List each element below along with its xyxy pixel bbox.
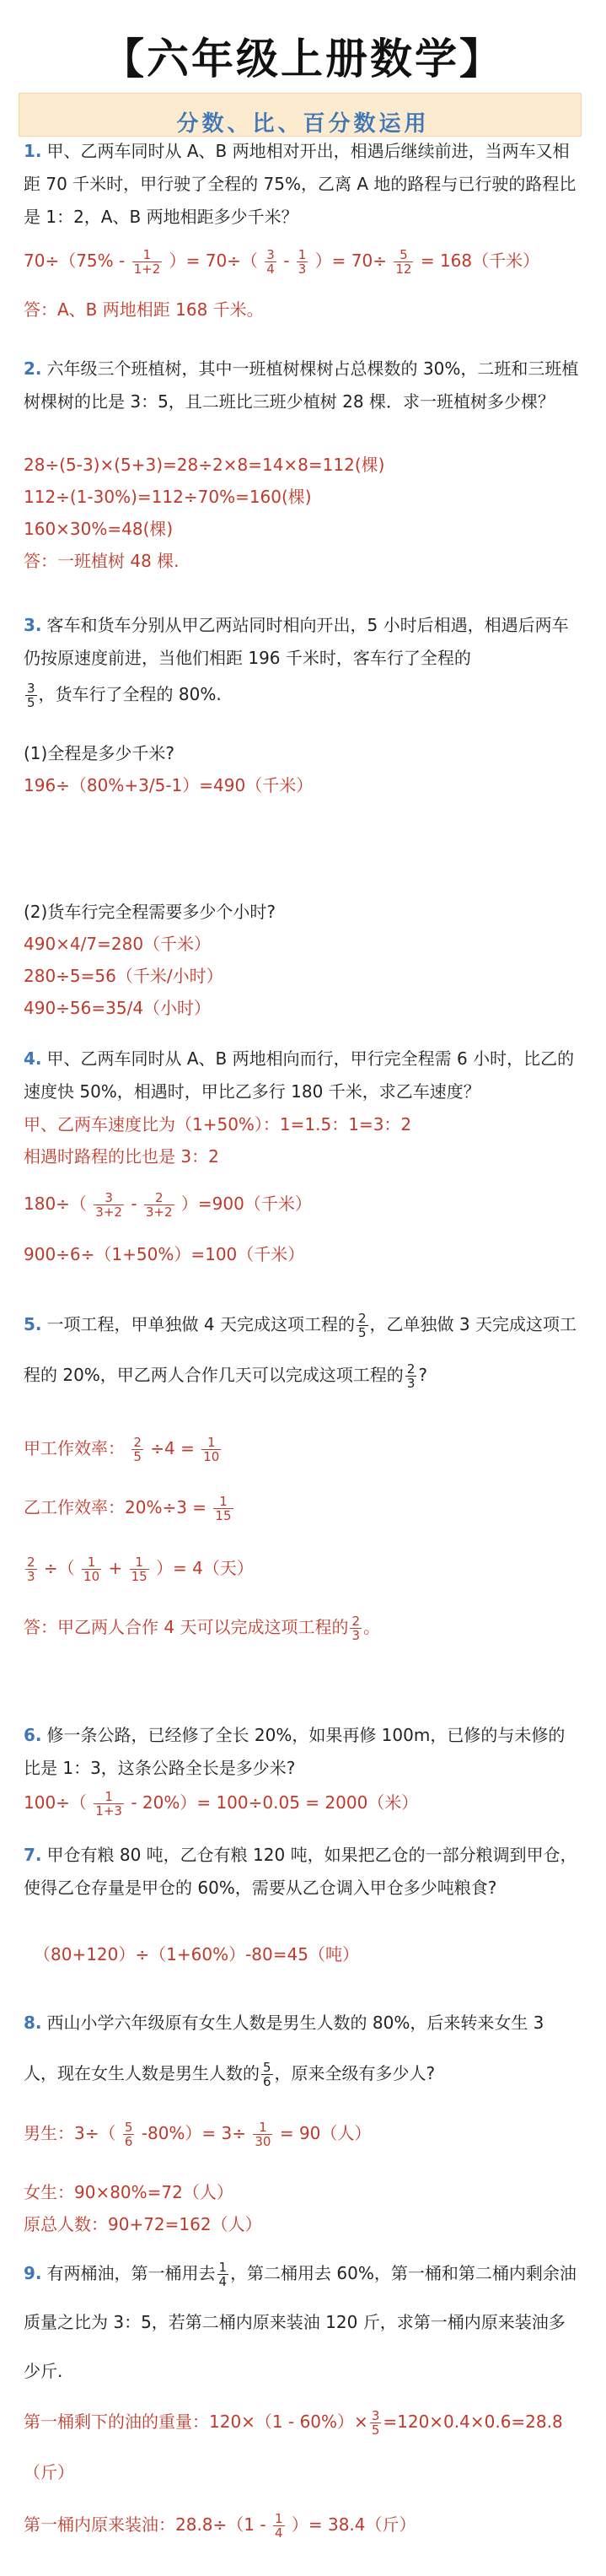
- solution-line: 490÷56=35/4（小时）: [24, 998, 212, 1018]
- question-number: 5.: [24, 1314, 42, 1334]
- question-text: 西山小学六年级原有女生人数是男生人数的 80%，后来转来女生 3 人，现在女生人数是男生人数的: [24, 2013, 544, 2083]
- answer-line: 答：A、B 两地相距 168 千米。: [24, 299, 264, 320]
- question-8: [24, 1997, 580, 2099]
- answer-line: 答：一班植树 48 棵.: [24, 551, 180, 571]
- calc-text: =120×0.4×0.6=28.8: [383, 2412, 563, 2432]
- calc-text: 第一桶剩下的油的重量：120×（1 - 60%）×: [24, 2412, 368, 2432]
- calc-text: -80%）= 3÷: [141, 2123, 247, 2143]
- solution-line: 900÷6÷（1+50%）=100（千米）: [24, 1244, 305, 1264]
- question-text: 客车和货车分别从甲乙两站同时相向开出，5 小时后相遇，相遇后两车仍按原速度前进，当他们相距 196 千米时，客车行了全程的: [24, 615, 569, 668]
- question-9: [24, 2249, 580, 2395]
- solution-line: 28÷(5-3)×(5+3)=28÷2×8=14×8=112(棵): [24, 455, 385, 475]
- question-text: ，货车行了全程的 80%.: [38, 684, 222, 704]
- solution-line: [24, 245, 588, 277]
- solution-line: 女生：90×80%=72（人）: [24, 2182, 233, 2202]
- question-2: [24, 353, 580, 418]
- calc-text: 。: [363, 1617, 380, 1637]
- solution-line: （80+120）÷（1+60%）-80=45（吨）: [34, 1944, 359, 1964]
- fraction: $\frac{1}{15}$: [215, 1494, 232, 1523]
- solution-line: [24, 1786, 588, 1819]
- question-number: 4.: [24, 1048, 42, 1069]
- question-text: 甲、乙两车同时从 A、B 两地相对开出，相遇后继续前进，当两车又相距 70 千米时，甲行驶了全程的 75%，乙离 A 地的路程与已行驶的路程比是 1：2，A、B 两地相距多少千米？: [24, 141, 577, 227]
- fraction: $\frac{3}{3+2}$: [95, 1190, 122, 1220]
- calc-text: ）= 70÷（: [169, 251, 258, 271]
- fraction: $\frac{1}{30}$: [255, 2120, 271, 2149]
- calc-text: ÷（: [43, 1558, 75, 1578]
- calc-text: 答：甲乙两人合作 4 天可以完成这项工程的: [24, 1617, 349, 1637]
- calc-text: ）= 38.4（斤）: [291, 2514, 416, 2535]
- question-text: 有两桶油，第一桶用去: [46, 2263, 216, 2283]
- question-3: [24, 609, 580, 675]
- fraction: $\frac{1}{10}$: [83, 1555, 100, 1584]
- solution-line: [24, 1491, 588, 1523]
- fraction: $\frac{1}{4}$: [218, 2260, 228, 2289]
- solution-line: 相遇时路程的比也是 3：2: [24, 1146, 219, 1167]
- calc-text: = 168（千米）: [420, 251, 540, 271]
- fraction: $\frac{2}{3}$: [351, 1614, 360, 1643]
- fraction: $\frac{1}{10}$: [203, 1435, 220, 1464]
- question-6: [24, 1719, 580, 1785]
- fraction: $\frac{3}{5}$: [371, 2408, 380, 2438]
- question-3-cont: [24, 678, 580, 711]
- calc-text: - 20%）= 100÷0.05 = 2000（米）: [131, 1792, 419, 1813]
- fraction: $\frac{5}{6}$: [263, 2060, 271, 2089]
- fraction: $\frac{1}{1+2}$: [133, 247, 161, 277]
- solution-line: [24, 2406, 588, 2438]
- solution-line: [24, 2509, 588, 2541]
- question-text: ?: [418, 1365, 427, 1385]
- fraction: $\frac{2}{3+2}$: [145, 1190, 173, 1220]
- fraction: $\frac{1}{3}$: [298, 247, 307, 277]
- question-text: ，乙单独做 3 天完成这项工程的 20%，甲乙两人合作几天可以完成这项工程的: [24, 1314, 577, 1385]
- fraction: $\frac{2}{5}$: [357, 1311, 367, 1340]
- solution-line: 280÷5=56（千米/小时）: [24, 966, 223, 986]
- question-number: 7.: [24, 1845, 42, 1865]
- fraction: $\frac{2}{5}$: [133, 1435, 142, 1464]
- fraction: $\frac{5}{6}$: [124, 2120, 133, 2149]
- question-text: 甲、乙两车同时从 A、B 两地相向而行，甲行完全程需 6 小时，比乙的速度快 50%，相遇时，甲比乙多行 180 千米，求乙车速度？: [24, 1048, 575, 1102]
- calc-text: ）=900（千米）: [180, 1194, 312, 1214]
- solution-line: [24, 1188, 588, 1220]
- calc-text: 70÷（75% -: [24, 251, 126, 271]
- fraction: $\frac{3}{5}$: [27, 681, 35, 710]
- question-number: 1.: [24, 141, 42, 161]
- question-text: 甲仓有粮 80 吨，乙仓有粮 120 吨，如果把乙仓的一部分粮调到甲仓，使得乙仓存量是甲仓的 60%，需要从乙仓调入甲仓多少吨粮食?: [24, 1845, 577, 1898]
- solution-line: [24, 1432, 588, 1464]
- question-number: 9.: [24, 2263, 42, 2283]
- calc-text: -: [283, 251, 290, 271]
- question-7: [24, 1839, 580, 1905]
- answer-line: [24, 1611, 588, 1643]
- calc-text: 乙工作效率：20%÷3 =: [24, 1497, 207, 1517]
- page-title: 【六年级上册数学】: [102, 34, 504, 84]
- solution-line: 112÷(1-30%)=112÷70%=160(棵): [24, 487, 312, 507]
- calc-text: 100÷（: [24, 1792, 87, 1813]
- calc-text: ）= 70÷: [314, 251, 388, 271]
- question-text: ，原来全级有多少人?: [274, 2063, 436, 2083]
- question-5: [24, 1299, 580, 1400]
- sub-question: (1)全程是多少千米?: [24, 743, 174, 763]
- question-text: 六年级三个班植树，其中一班植树棵树占总棵数的 30%，二班和三班植树棵树的比是 3：5，且二班比三班少植树 28 棵．求一班植树多少棵？: [24, 358, 579, 412]
- question-text: 一项工程，甲单独做 4 天完成这项工程的: [46, 1314, 355, 1334]
- question-number: 6.: [24, 1725, 42, 1745]
- fraction: $\frac{1}{1+3}$: [95, 1789, 122, 1819]
- fraction: $\frac{5}{12}$: [395, 247, 412, 277]
- solution-line: 原总人数：90+72=162（人）: [24, 2214, 262, 2234]
- fraction: $\frac{2}{3}$: [406, 1361, 416, 1391]
- question-text: ，第二桶用去 60%，第一桶和第二桶内剩余油质量之比为 3：5，若第二桶内原来装油 120 斤，求第一桶内原来装油多少斤.: [24, 2263, 577, 2381]
- question-text: 修一条公路，已经修了全长 20%，如果再修 100m，已修的与未修的比是 1：3，这条公路全长是多少米?: [24, 1725, 566, 1778]
- fraction: $\frac{1}{4}$: [274, 2511, 283, 2541]
- solution-line: 160×30%=48(棵): [24, 519, 174, 539]
- calc-text: +: [108, 1558, 123, 1578]
- page-subtitle: 分数、比、百分数运用: [176, 111, 430, 137]
- question-1: [24, 135, 580, 234]
- fraction: $\frac{1}{15}$: [131, 1555, 147, 1584]
- question-number: 2.: [24, 358, 42, 379]
- calc-text: 180÷（: [24, 1194, 87, 1214]
- sub-question: (2)货车行完全程需要多少个小时?: [24, 902, 276, 922]
- fraction: $\frac{2}{3}$: [27, 1555, 35, 1584]
- fraction: $\frac{3}{4}$: [266, 247, 275, 277]
- calc-text: = 90（人）: [279, 2123, 372, 2143]
- calc-text: 男生：3÷（: [24, 2123, 116, 2143]
- question-number: 3.: [24, 615, 42, 635]
- solution-line: 196÷（80%+3/5-1）=490（千米）: [24, 775, 314, 795]
- calc-text: ÷4 =: [150, 1438, 195, 1458]
- calc-text: -: [131, 1194, 137, 1214]
- solution-line: （斤）: [24, 2462, 74, 2482]
- solution-line: [24, 2117, 588, 2149]
- solution-line: [24, 1552, 588, 1584]
- calc-text: 甲工作效率：: [24, 1438, 125, 1458]
- calc-text: 第一桶内原来装油：28.8÷（1 -: [24, 2514, 266, 2535]
- solution-line: 490×4/7=280（千米）: [24, 934, 212, 954]
- question-4: [24, 1043, 580, 1108]
- solution-line: 甲、乙两车速度比为（1+50%）：1=1.5：1=3：2: [24, 1114, 412, 1134]
- question-number: 8.: [24, 2013, 42, 2033]
- calc-text: ）= 4（天）: [156, 1558, 254, 1578]
